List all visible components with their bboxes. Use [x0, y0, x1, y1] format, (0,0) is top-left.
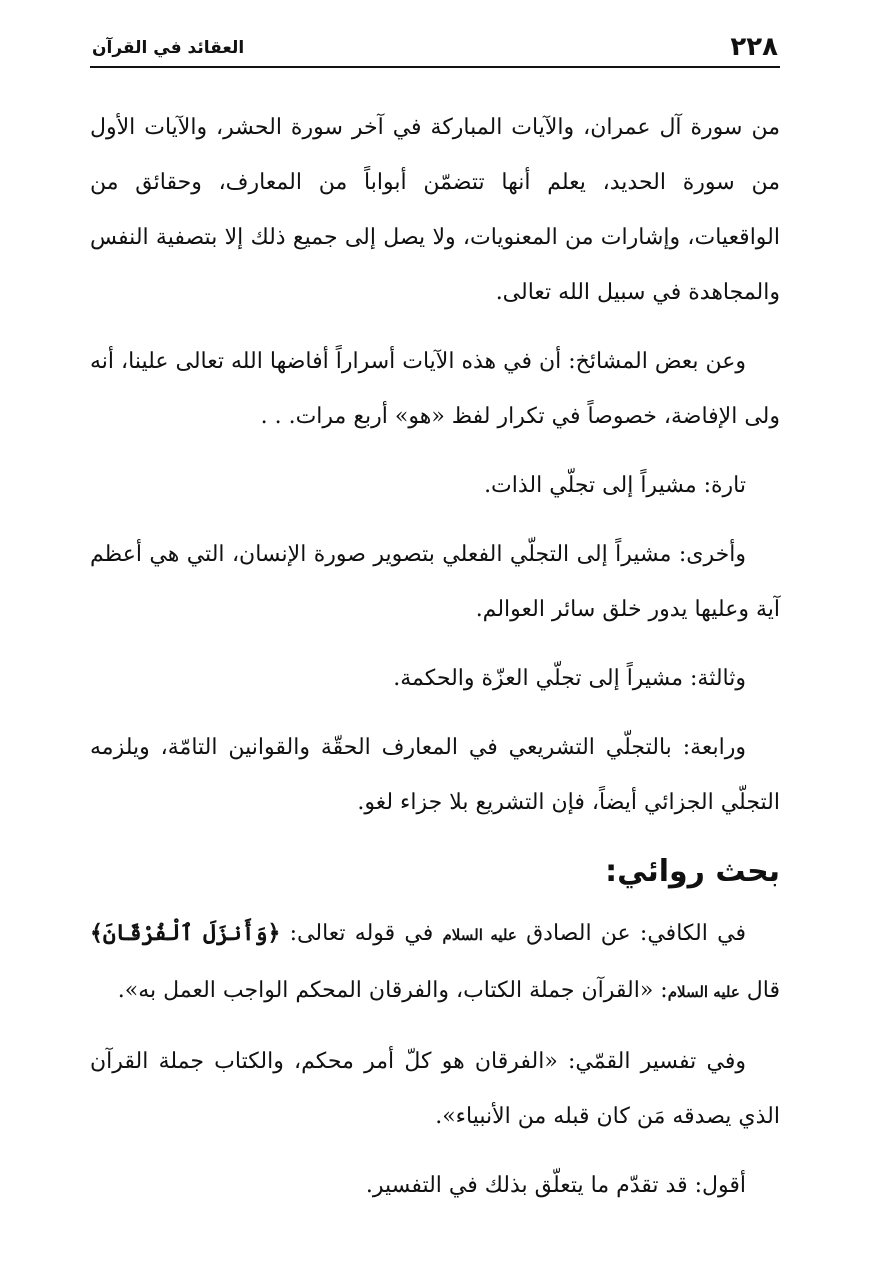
- paragraph-author-note: أقول: قد تقدّم ما يتعلّق بذلك في التفسير.: [365, 1173, 746, 1198]
- kafi-quote: : «القرآن جملة الكتاب، والفرقان المحكم الواجب العمل به».: [117, 978, 668, 1003]
- section-heading: بحث روائي:: [605, 854, 780, 889]
- quran-verse: ﴿وَأَنزَلَ ٱلْفُرْقَانَ﴾: [90, 920, 281, 946]
- kafi-intro: في الكافي: عن الصادق: [526, 921, 746, 946]
- paragraph-surah-references: من سورة آل عمران، والآيات المباركة في آخر سورة الحشر، والآيات الأول من سورة الحديد، يعلم أنها تتضمّن أبواباً من المعارف، وحقائق من الواقعيات، وإشارات من المعنويات، ولا يصل إلى جميع ذلك إلا بتصفية النفس والمجاهدة في سبيل الله تعالى.: [90, 115, 780, 305]
- paragraph-third-manifestation: وثالثة: مشيراً إلى تجلّي العزّة والحكمة.: [393, 666, 746, 691]
- paragraph-mashaikh: وعن بعض المشائخ: أن في هذه الآيات أسراراً أفاضها الله تعالى علينا، أنه ولى الإفاضة، خصوصاً في تكرار لفظ «هو» أربع مرات. . .: [90, 349, 780, 429]
- paragraph-first-manifestation: تارة: مشيراً إلى تجلّي الذات.: [484, 473, 746, 498]
- paragraph-kafi-narration: [90, 906, 780, 1020]
- honorific-symbol-2: عليه السلام: [667, 983, 740, 1001]
- page-header: [90, 30, 780, 68]
- paragraph-qummi-narration: وفي تفسير القمّي: «الفرقان هو كلّ أمر محكم، والكتاب جملة القرآن الذي يصدقه مَن كان قبله من الأنبياء».: [90, 1049, 780, 1129]
- paragraph-second-manifestation: وأخرى: مشيراً إلى التجلّي الفعلي بتصوير صورة الإنسان، التي هي أعظم آية وعليها يدور خلق سائر العوالم.: [90, 542, 780, 622]
- running-title: العقائد في القرآن: [92, 38, 245, 58]
- kafi-mid: في قوله تعالى:: [289, 921, 434, 946]
- kafi-qal: قال: [746, 978, 780, 1003]
- page-body: [90, 100, 780, 1227]
- page-number: ٢٢٨: [730, 32, 778, 62]
- honorific-symbol: عليه السلام: [442, 926, 517, 944]
- paragraph-fourth-manifestation: ورابعة: بالتجلّي التشريعي في المعارف الحقّة والقوانين التامّة، ويلزمه التجلّي الجزائي أيضاً، فإن التشريع بلا جزاء لغو.: [90, 735, 780, 815]
